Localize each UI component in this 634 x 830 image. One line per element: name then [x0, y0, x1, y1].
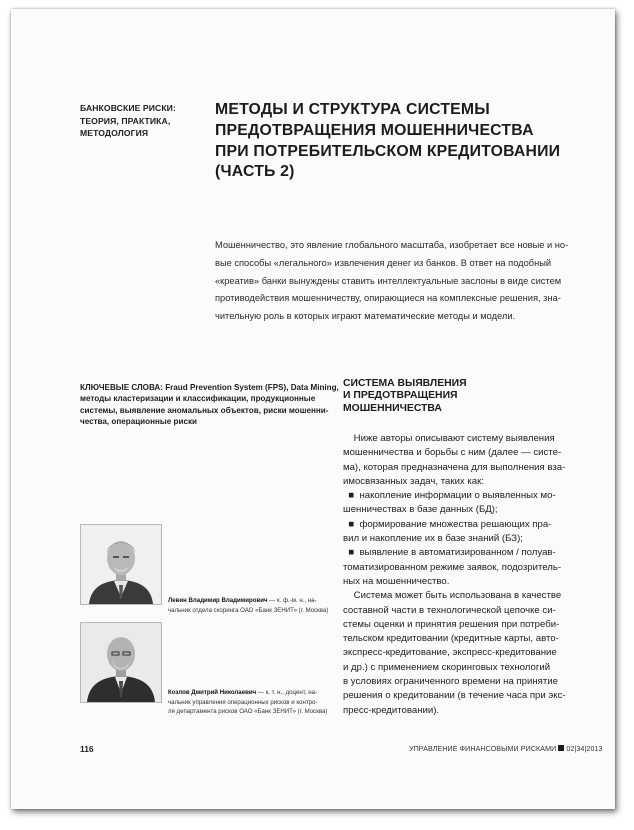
author-degree: — к. т. н., доцент, на-: [256, 689, 318, 696]
author-degree: — к. ф.-м. н., на-: [267, 597, 317, 604]
body-line: шенничествах в базе данных (БД);: [343, 504, 498, 516]
body-line: стемы оценки и принятия решения при потреби-: [343, 618, 560, 630]
subtitle-line: И ПРЕДОТВРАЩЕНИЯ: [343, 390, 458, 402]
body-line: в условиях ограниченного времени на принятие: [343, 676, 558, 688]
author-photo-kozlov: [80, 622, 162, 703]
author-caption-levin: [168, 596, 333, 615]
author-position: чальник отдела скоринга ОАО «Банк ЗЕНИТ» (г. Москва): [168, 606, 329, 614]
title-line: (ЧАСТЬ 2): [215, 163, 295, 181]
footer-journal-name: УПРАВЛЕНИЕ ФИНАНСОВЫМИ РИСКАМИ: [409, 745, 557, 753]
keywords-line: чества, операционные риски: [80, 416, 197, 426]
section-tag-line: БАНКОВСКИЕ РИСКИ:: [80, 103, 176, 113]
title-line: МЕТОДЫ И СТРУКТУРА СИСТЕМЫ: [215, 101, 490, 118]
author-position: чальник управления операционных рисков и контро-: [168, 698, 318, 706]
lead-line: чительную роль в которых играют математические методы и модели.: [215, 311, 516, 322]
page-number: 116: [80, 744, 94, 754]
subtitle-line: СИСТЕМА ВЫЯВЛЕНИЯ: [343, 378, 467, 389]
author-caption-kozlov: [168, 688, 333, 717]
body-line: и др.) с применением скоринговых технологий: [343, 661, 551, 673]
section-tag-line: МЕТОДОЛОГИЯ: [80, 128, 149, 138]
title-line: ПРЕДОТВРАЩЕНИЯ МОШЕННИЧЕСТВА: [215, 121, 534, 139]
section-tag-line: ТЕОРИЯ, ПРАКТИКА,: [80, 115, 171, 126]
lead-line: вые способы «легального» извлечения денег из банков. В ответ на подобный: [215, 257, 552, 268]
caption-line: [168, 596, 333, 606]
keywords-block: [80, 382, 339, 427]
section-subtitle: [343, 378, 593, 415]
portrait-image: [81, 623, 161, 702]
lead-line: противодействия мошенничеству, опирающиеся на комплексные решения, зна-: [215, 293, 561, 304]
body-text: [343, 432, 595, 718]
magazine-page: [11, 9, 615, 809]
lead-line: «креатив» банки вынуждены ставить интеллектуальные заслоны в виде систем: [215, 275, 562, 286]
body-line: ■ формирование множества решающих пра-: [343, 518, 552, 530]
body-line: Система может быть использована в качестве: [343, 590, 562, 602]
section-tag: [80, 102, 200, 140]
keywords-line: системы, выявление аномальных объектов, риски мошенни-: [80, 405, 329, 415]
title-line: ПРИ ПОТРЕБИТЕЛЬСКОМ КРЕДИТОВАНИИ: [215, 142, 561, 160]
subtitle-line: МОШЕННИЧЕСТВА: [343, 402, 442, 414]
body-line: ■ накопление информации о выявленных мо-: [343, 490, 556, 502]
body-line: составной части в технологической цепочке си-: [343, 604, 556, 616]
article-title: [215, 100, 575, 183]
lead-paragraph: [215, 237, 581, 326]
body-line: томатизированном режиме заявок, подозритель-: [343, 561, 562, 573]
body-line: пресс-кредитовании).: [343, 704, 440, 716]
square-bullet-icon: [558, 745, 564, 751]
keywords-line: КЛЮЧЕВЫЕ СЛОВА: Fraud Prevention System (FPS), Data Mining,: [80, 383, 339, 392]
author-position: ля департамента рисков ОАО «Банк ЗЕНИТ» (г. Москва): [168, 708, 328, 716]
portrait-image: [81, 525, 161, 604]
body-line: ■ выявление в автоматизированном / полуав-: [343, 547, 556, 559]
body-line: Ниже авторы описывают систему выявления: [343, 433, 555, 444]
keywords-line: методы кластеризации и классификации, продукционные: [80, 394, 316, 404]
body-line: мошенничества и борьбы с ним (далее — систе-: [343, 447, 562, 459]
author-name: Левин Владимир Владимирович: [168, 597, 268, 604]
body-line: вил и накопление их в базе знаний (БЗ);: [343, 533, 523, 545]
author-name: Козлов Дмитрий Николаевич: [168, 689, 257, 696]
footer-issue: 02|34|2013: [566, 745, 603, 753]
body-line: ма), которая предназначена для выполнения вза-: [343, 461, 566, 473]
lead-line: Мошенничество, это явление глобального масштаба, изобретает все новые и но-: [215, 240, 569, 250]
body-line: имосвязанных задач, таких как:: [343, 475, 484, 487]
body-line: решения о кредитовании (в течение часа при экс-: [343, 690, 566, 702]
body-line: тельском кредитовании (кредитные карты, авто-: [343, 633, 559, 645]
body-line: экспресс-кредитование, экспресс-кредитование: [343, 647, 557, 659]
body-line: ных на мошенничество.: [343, 575, 450, 587]
caption-line: [168, 688, 333, 698]
footer: [409, 745, 603, 753]
author-photo-levin: [80, 524, 162, 605]
